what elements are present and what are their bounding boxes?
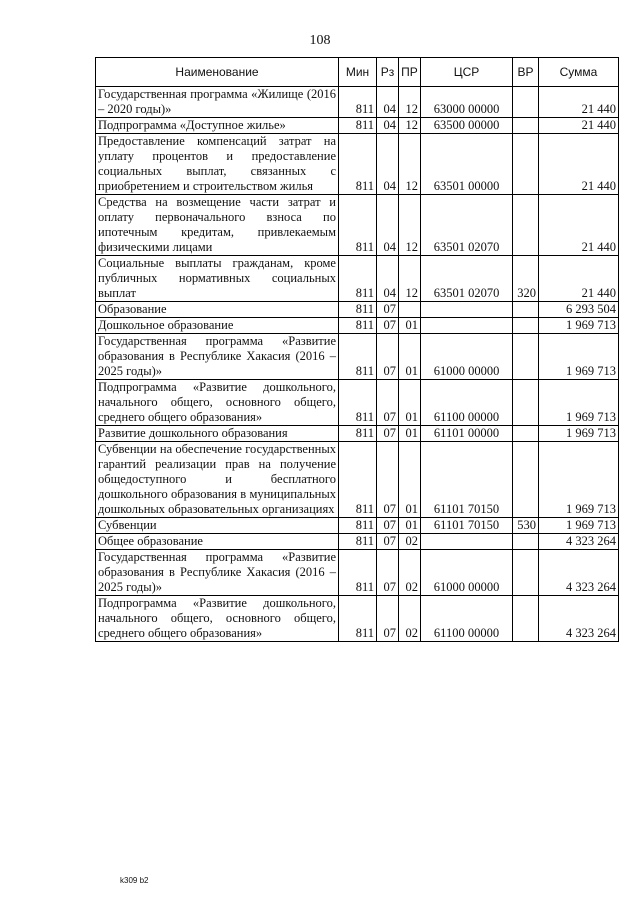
cell-csr: 63501 02070	[421, 256, 513, 302]
cell-rz: 07	[377, 534, 399, 550]
table-row	[96, 87, 619, 118]
cell-vr	[513, 318, 539, 334]
footer-code: k309 b2	[120, 876, 149, 885]
cell-name: Подпрограмма «Доступное жилье»	[96, 118, 339, 134]
cell-rz: 04	[377, 256, 399, 302]
cell-pr: 12	[399, 87, 421, 118]
header-csr: ЦСР	[421, 58, 513, 87]
table-row	[96, 380, 619, 426]
cell-csr: 63501 02070	[421, 195, 513, 256]
cell-csr: 61100 00000	[421, 596, 513, 642]
cell-name: Предоставление компенсаций затрат на уплату процентов и предоставление социальных выплат, связанных с приобретением и строительством жилья	[96, 134, 339, 195]
cell-vr	[513, 442, 539, 518]
cell-sum: 1 969 713	[539, 318, 619, 334]
cell-min: 811	[339, 442, 377, 518]
cell-rz: 07	[377, 550, 399, 596]
cell-min: 811	[339, 87, 377, 118]
table-header-row	[96, 58, 619, 87]
cell-name: Образование	[96, 302, 339, 318]
cell-rz: 07	[377, 518, 399, 534]
cell-min: 811	[339, 380, 377, 426]
cell-name: Общее образование	[96, 534, 339, 550]
cell-rz: 04	[377, 195, 399, 256]
cell-csr: 63501 00000	[421, 134, 513, 195]
table-row	[96, 534, 619, 550]
cell-rz: 07	[377, 302, 399, 318]
cell-csr: 61000 00000	[421, 334, 513, 380]
cell-pr: 01	[399, 334, 421, 380]
cell-name: Субвенции на обеспечение государственных гарантий реализации прав на получение общедоступного и бесплатного дошкольного образования в муниципальных дошкольных образовательных организациях	[96, 442, 339, 518]
cell-pr: 01	[399, 426, 421, 442]
cell-vr	[513, 550, 539, 596]
cell-pr: 02	[399, 534, 421, 550]
cell-csr: 61101 70150	[421, 442, 513, 518]
header-min: Мин	[339, 58, 377, 87]
cell-csr: 61100 00000	[421, 380, 513, 426]
cell-name: Государственная программа «Развитие образования в Республике Хакасия (2016 – 2025 годы)»	[96, 550, 339, 596]
cell-min: 811	[339, 596, 377, 642]
cell-csr: 63000 00000	[421, 87, 513, 118]
cell-name: Субвенции	[96, 518, 339, 534]
cell-vr	[513, 426, 539, 442]
cell-min: 811	[339, 195, 377, 256]
cell-rz: 07	[377, 380, 399, 426]
cell-name: Государственная программа «Развитие образования в Республике Хакасия (2016 – 2025 годы)»	[96, 334, 339, 380]
cell-csr	[421, 534, 513, 550]
cell-name: Подпрограмма «Развитие дошкольного, начального общего, основного общего, среднего общего образования»	[96, 380, 339, 426]
cell-rz: 04	[377, 118, 399, 134]
cell-sum: 4 323 264	[539, 550, 619, 596]
cell-name: Дошкольное образование	[96, 318, 339, 334]
cell-min: 811	[339, 550, 377, 596]
cell-rz: 07	[377, 426, 399, 442]
cell-sum: 1 969 713	[539, 334, 619, 380]
header-pr: ПР	[399, 58, 421, 87]
cell-rz: 07	[377, 596, 399, 642]
cell-name: Средства на возмещение части затрат и оплату первоначального взноса по ипотечным кредитам, привлекаемым физическими лицами	[96, 195, 339, 256]
cell-pr: 01	[399, 380, 421, 426]
header-vr: ВР	[513, 58, 539, 87]
cell-pr: 02	[399, 550, 421, 596]
cell-pr: 12	[399, 195, 421, 256]
cell-sum: 1 969 713	[539, 518, 619, 534]
cell-sum: 4 323 264	[539, 596, 619, 642]
table-row	[96, 334, 619, 380]
table-row	[96, 118, 619, 134]
cell-rz: 07	[377, 334, 399, 380]
cell-pr: 12	[399, 118, 421, 134]
cell-csr: 61000 00000	[421, 550, 513, 596]
cell-name: Подпрограмма «Развитие дошкольного, начального общего, основного общего, среднего общего образования»	[96, 596, 339, 642]
cell-vr	[513, 534, 539, 550]
cell-min: 811	[339, 318, 377, 334]
cell-min: 811	[339, 518, 377, 534]
cell-pr: 01	[399, 318, 421, 334]
cell-sum: 4 323 264	[539, 534, 619, 550]
table-row	[96, 302, 619, 318]
cell-vr	[513, 302, 539, 318]
cell-vr	[513, 118, 539, 134]
cell-rz: 04	[377, 87, 399, 118]
table-row	[96, 318, 619, 334]
cell-min: 811	[339, 256, 377, 302]
table-row	[96, 195, 619, 256]
cell-csr: 63500 00000	[421, 118, 513, 134]
cell-pr	[399, 302, 421, 318]
cell-name: Развитие дошкольного образования	[96, 426, 339, 442]
cell-vr	[513, 195, 539, 256]
table-row	[96, 596, 619, 642]
cell-sum: 1 969 713	[539, 380, 619, 426]
cell-sum: 21 440	[539, 256, 619, 302]
cell-rz: 07	[377, 442, 399, 518]
cell-vr	[513, 334, 539, 380]
table-row	[96, 426, 619, 442]
cell-vr	[513, 596, 539, 642]
table-row	[96, 256, 619, 302]
cell-sum: 1 969 713	[539, 426, 619, 442]
cell-csr	[421, 302, 513, 318]
cell-vr: 320	[513, 256, 539, 302]
cell-min: 811	[339, 426, 377, 442]
cell-sum: 21 440	[539, 195, 619, 256]
cell-min: 811	[339, 134, 377, 195]
cell-name: Социальные выплаты гражданам, кроме публичных нормативных социальных выплат	[96, 256, 339, 302]
cell-name: Государственная программа «Жилище (2016 – 2020 годы)»	[96, 87, 339, 118]
cell-vr	[513, 87, 539, 118]
cell-vr: 530	[513, 518, 539, 534]
cell-csr: 61101 70150	[421, 518, 513, 534]
header-name: Наименование	[96, 58, 339, 87]
header-sum: Сумма	[539, 58, 619, 87]
table-row	[96, 550, 619, 596]
cell-csr	[421, 318, 513, 334]
cell-sum: 21 440	[539, 134, 619, 195]
cell-sum: 21 440	[539, 118, 619, 134]
cell-vr	[513, 134, 539, 195]
cell-pr: 01	[399, 442, 421, 518]
table-row	[96, 442, 619, 518]
table-row	[96, 134, 619, 195]
cell-pr: 12	[399, 134, 421, 195]
cell-pr: 01	[399, 518, 421, 534]
page-number: 108	[309, 33, 331, 48]
cell-min: 811	[339, 302, 377, 318]
cell-min: 811	[339, 118, 377, 134]
cell-rz: 07	[377, 318, 399, 334]
cell-min: 811	[339, 334, 377, 380]
table-row	[96, 518, 619, 534]
cell-pr: 12	[399, 256, 421, 302]
budget-table	[95, 57, 619, 642]
cell-sum: 21 440	[539, 87, 619, 118]
cell-sum: 1 969 713	[539, 442, 619, 518]
header-rz: Рз	[377, 58, 399, 87]
cell-rz: 04	[377, 134, 399, 195]
cell-csr: 61101 00000	[421, 426, 513, 442]
cell-vr	[513, 380, 539, 426]
cell-sum: 6 293 504	[539, 302, 619, 318]
cell-min: 811	[339, 534, 377, 550]
cell-pr: 02	[399, 596, 421, 642]
